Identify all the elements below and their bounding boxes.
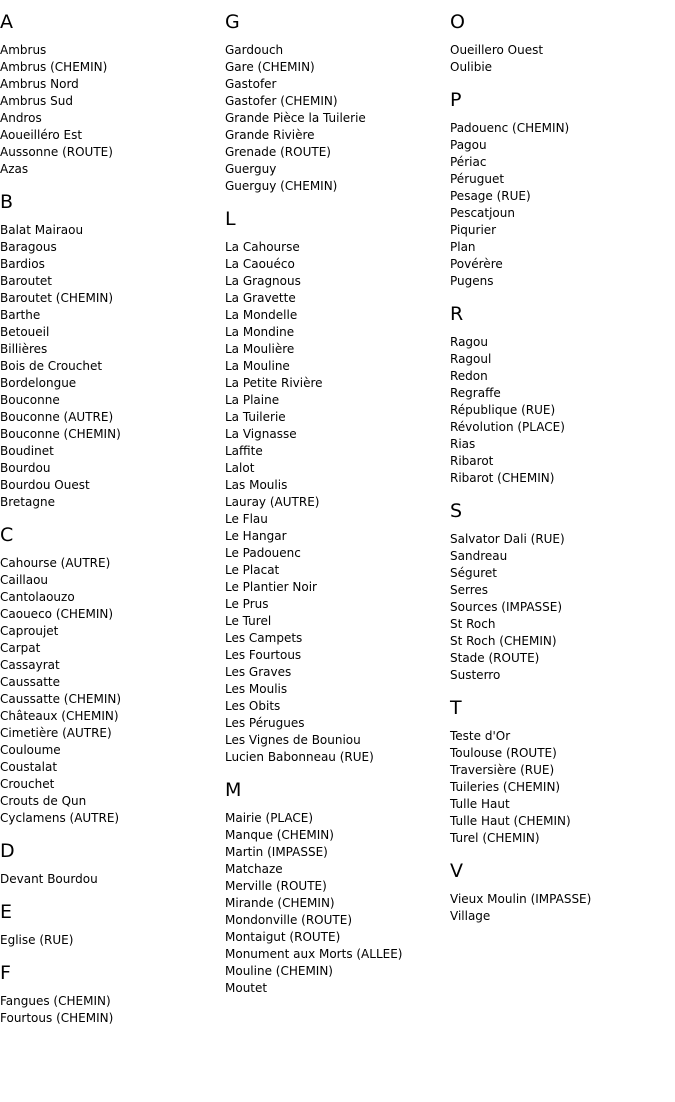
- street-entry: Salvator Dali (RUE): [450, 532, 565, 546]
- street-entry: Regraffe: [450, 386, 501, 400]
- street-list: [450, 891, 670, 925]
- letter-heading: T: [450, 697, 462, 719]
- street-list: [0, 555, 220, 827]
- street-entry: Crouts de Qun: [0, 794, 87, 808]
- street-entry: Laffite: [225, 444, 263, 458]
- street-entry: Redon: [450, 369, 488, 383]
- street-entry: Caussatte: [0, 675, 60, 689]
- letter-heading: S: [450, 500, 463, 522]
- street-list: [0, 222, 220, 511]
- street-entry: La Gragnous: [225, 274, 301, 288]
- street-entry: Toulouse (ROUTE): [450, 746, 557, 760]
- letter-section-s: [450, 499, 670, 684]
- street-entry: Barthe: [0, 308, 41, 322]
- street-entry: Tulle Haut: [450, 797, 510, 811]
- street-entry: Cimetière (AUTRE): [0, 726, 112, 740]
- street-entry: Carpat: [0, 641, 41, 655]
- street-entry: Sandreau: [450, 549, 508, 563]
- street-entry: Piqurier: [450, 223, 497, 237]
- street-entry: La Caouéco: [225, 257, 295, 271]
- street-entry: Manque (CHEMIN): [225, 828, 334, 842]
- street-entry: La Tuilerie: [225, 410, 286, 424]
- street-list: [450, 334, 670, 487]
- street-entry: Ribarot: [450, 454, 494, 468]
- letter-heading: C: [0, 524, 14, 546]
- street-entry: République (RUE): [450, 403, 556, 417]
- street-entry: Ambrus Sud: [0, 94, 73, 108]
- street-entry: Boudinet: [0, 444, 54, 458]
- street-list: [0, 42, 220, 178]
- street-entry: Grande Rivière: [225, 128, 315, 142]
- street-list: [0, 871, 220, 888]
- street-entry: Pesage (RUE): [450, 189, 531, 203]
- street-entry: Cahourse (AUTRE): [0, 556, 111, 570]
- street-entry: Bourdou: [0, 461, 51, 475]
- street-entry: Ragoul: [450, 352, 492, 366]
- street-entry: La Plaine: [225, 393, 280, 407]
- street-entry: La Mondine: [225, 325, 295, 339]
- street-entry: La Moulière: [225, 342, 295, 356]
- street-entry: Guerguy (CHEMIN): [225, 179, 338, 193]
- street-entry: Périac: [450, 155, 487, 169]
- street-entry: Coustalat: [0, 760, 58, 774]
- street-entry: Bouconne: [0, 393, 60, 407]
- street-entry: Gastofer: [225, 77, 277, 91]
- street-entry: La Cahourse: [225, 240, 300, 254]
- letter-heading: V: [450, 860, 463, 882]
- street-entry: Mondonville (ROUTE): [225, 913, 353, 927]
- street-entry: Ambrus Nord: [0, 77, 79, 91]
- street-entry: Bouconne (CHEMIN): [0, 427, 121, 441]
- letter-section-m: [225, 778, 445, 997]
- street-entry: St Roch: [450, 617, 496, 631]
- street-entry: Traversière (RUE): [450, 763, 555, 777]
- street-entry: Gastofer (CHEMIN): [225, 94, 338, 108]
- street-entry: Aussonne (ROUTE): [0, 145, 113, 159]
- street-entry: Gare (CHEMIN): [225, 60, 315, 74]
- street-entry: Bardios: [0, 257, 45, 271]
- letter-heading: O: [450, 11, 465, 33]
- letter-heading: D: [0, 840, 15, 862]
- street-entry: Le Hangar: [225, 529, 287, 543]
- street-index-column-2: [225, 10, 445, 1009]
- letter-section-p: [450, 88, 670, 290]
- street-entry: La Gravette: [225, 291, 296, 305]
- street-entry: Couloume: [0, 743, 61, 757]
- letter-section-d: [0, 839, 220, 888]
- street-entry: Susterro: [450, 668, 501, 682]
- letter-section-r: [450, 302, 670, 487]
- street-entry: Baragous: [0, 240, 57, 254]
- street-entry: Devant Bourdou: [0, 872, 98, 886]
- street-entry: Oueillero Ouest: [450, 43, 544, 57]
- street-entry: La Petite Rivière: [225, 376, 323, 390]
- letter-heading: P: [450, 89, 462, 111]
- street-entry: Village: [450, 909, 491, 923]
- street-entry: Bretagne: [0, 495, 55, 509]
- street-entry: Mouline (CHEMIN): [225, 964, 333, 978]
- street-entry: Tuileries (CHEMIN): [450, 780, 561, 794]
- street-list: [450, 728, 670, 847]
- street-entry: Martin (IMPASSE): [225, 845, 328, 859]
- street-entry: Andros: [0, 111, 42, 125]
- street-entry: La Vignasse: [225, 427, 297, 441]
- street-entry: Caussatte (CHEMIN): [0, 692, 122, 706]
- street-entry: Baroutet (CHEMIN): [0, 291, 114, 305]
- street-index-column-1: [0, 10, 220, 1039]
- street-entry: Mirande (CHEMIN): [225, 896, 335, 910]
- street-entry: Le Flau: [225, 512, 268, 526]
- street-entry: Les Fourtous: [225, 648, 302, 662]
- letter-heading: F: [0, 962, 11, 984]
- street-entry: Povérère: [450, 257, 503, 271]
- street-entry: Gardouch: [225, 43, 284, 57]
- street-entry: Crouchet: [0, 777, 55, 791]
- street-list: [225, 42, 445, 195]
- street-entry: Péruguet: [450, 172, 505, 186]
- street-entry: Grenade (ROUTE): [225, 145, 331, 159]
- letter-section-e: [0, 900, 220, 949]
- street-entry: La Mondelle: [225, 308, 298, 322]
- street-entry: Bourdou Ouest: [0, 478, 90, 492]
- street-entry: Montaigut (ROUTE): [225, 930, 341, 944]
- street-entry: Le Plantier Noir: [225, 580, 317, 594]
- street-entry: Le Prus: [225, 597, 269, 611]
- street-list: [450, 531, 670, 684]
- letter-section-a: [0, 10, 220, 178]
- street-entry: Caoueco (CHEMIN): [0, 607, 114, 621]
- street-entry: Eglise (RUE): [0, 933, 74, 947]
- letter-section-b: [0, 190, 220, 511]
- street-entry: Moutet: [225, 981, 268, 995]
- street-entry: Lucien Babonneau (RUE): [225, 750, 374, 764]
- street-entry: Las Moulis: [225, 478, 288, 492]
- street-entry: Teste d'Or: [450, 729, 511, 743]
- letter-heading: M: [225, 779, 242, 801]
- letter-section-g: [225, 10, 445, 195]
- street-entry: Les Pérugues: [225, 716, 305, 730]
- street-entry: Bordelongue: [0, 376, 77, 390]
- street-entry: Les Vignes de Bouniou: [225, 733, 361, 747]
- street-entry: Fangues (CHEMIN): [0, 994, 111, 1008]
- street-entry: Tulle Haut (CHEMIN): [450, 814, 571, 828]
- street-entry: Billières: [0, 342, 48, 356]
- street-entry: Merville (ROUTE): [225, 879, 327, 893]
- street-entry: Sources (IMPASSE): [450, 600, 563, 614]
- letter-heading: L: [225, 208, 236, 230]
- street-entry: Caillaou: [0, 573, 49, 587]
- street-entry: Azas: [0, 162, 29, 176]
- street-entry: Bois de Crouchet: [0, 359, 103, 373]
- street-entry: St Roch (CHEMIN): [450, 634, 557, 648]
- street-entry: Vieux Moulin (IMPASSE): [450, 892, 592, 906]
- street-entry: Oulibie: [450, 60, 493, 74]
- street-entry: Balat Mairaou: [0, 223, 84, 237]
- street-list: [450, 42, 670, 76]
- street-entry: Pugens: [450, 274, 494, 288]
- letter-heading: A: [0, 11, 13, 33]
- street-entry: Cantolaouzo: [0, 590, 75, 604]
- street-entry: Ribarot (CHEMIN): [450, 471, 555, 485]
- letter-section-l: [225, 207, 445, 766]
- street-entry: Lauray (AUTRE): [225, 495, 320, 509]
- street-entry: Grande Pièce la Tuilerie: [225, 111, 366, 125]
- street-entry: Monument aux Morts (ALLEE): [225, 947, 403, 961]
- street-entry: Ambrus: [0, 43, 47, 57]
- street-entry: Cyclamens (AUTRE): [0, 811, 120, 825]
- street-entry: Les Moulis: [225, 682, 288, 696]
- street-entry: La Mouline: [225, 359, 290, 373]
- street-entry: Le Placat: [225, 563, 280, 577]
- street-index-column-3: [450, 10, 670, 937]
- letter-section-o: [450, 10, 670, 76]
- street-entry: Bouconne (AUTRE): [0, 410, 114, 424]
- street-entry: Aoueilléro Est: [0, 128, 83, 142]
- street-entry: Mairie (PLACE): [225, 811, 314, 825]
- letter-section-t: [450, 696, 670, 847]
- street-entry: Lalot: [225, 461, 255, 475]
- street-entry: Stade (ROUTE): [450, 651, 540, 665]
- letter-heading: E: [0, 901, 13, 923]
- street-list: [0, 932, 220, 949]
- street-entry: Fourtous (CHEMIN): [0, 1011, 114, 1025]
- street-list: [450, 120, 670, 290]
- street-entry: Cassayrat: [0, 658, 60, 672]
- letter-section-v: [450, 859, 670, 925]
- street-entry: Châteaux (CHEMIN): [0, 709, 119, 723]
- street-entry: Baroutet: [0, 274, 52, 288]
- street-entry: Serres: [450, 583, 489, 597]
- street-entry: Séguret: [450, 566, 497, 580]
- street-entry: Matchaze: [225, 862, 283, 876]
- street-entry: Ambrus (CHEMIN): [0, 60, 108, 74]
- street-entry: Les Graves: [225, 665, 292, 679]
- street-list: [225, 810, 445, 997]
- street-entry: Révolution (PLACE): [450, 420, 565, 434]
- street-entry: Le Padouenc: [225, 546, 301, 560]
- street-entry: Turel (CHEMIN): [450, 831, 540, 845]
- street-entry: Plan: [450, 240, 476, 254]
- street-entry: Ragou: [450, 335, 488, 349]
- street-entry: Pagou: [450, 138, 487, 152]
- street-entry: Padouenc (CHEMIN): [450, 121, 570, 135]
- letter-section-c: [0, 523, 220, 827]
- street-list: [225, 239, 445, 766]
- letter-section-f: [0, 961, 220, 1027]
- street-entry: Les Obits: [225, 699, 281, 713]
- street-entry: Les Campets: [225, 631, 303, 645]
- letter-heading: B: [0, 191, 14, 213]
- letter-heading: R: [450, 303, 464, 325]
- street-entry: Le Turel: [225, 614, 272, 628]
- street-entry: Caproujet: [0, 624, 59, 638]
- street-entry: Pescatjoun: [450, 206, 515, 220]
- street-list: [0, 993, 220, 1027]
- letter-heading: G: [225, 11, 240, 33]
- street-entry: Guerguy: [225, 162, 277, 176]
- street-entry: Rias: [450, 437, 476, 451]
- street-entry: Betoueil: [0, 325, 50, 339]
